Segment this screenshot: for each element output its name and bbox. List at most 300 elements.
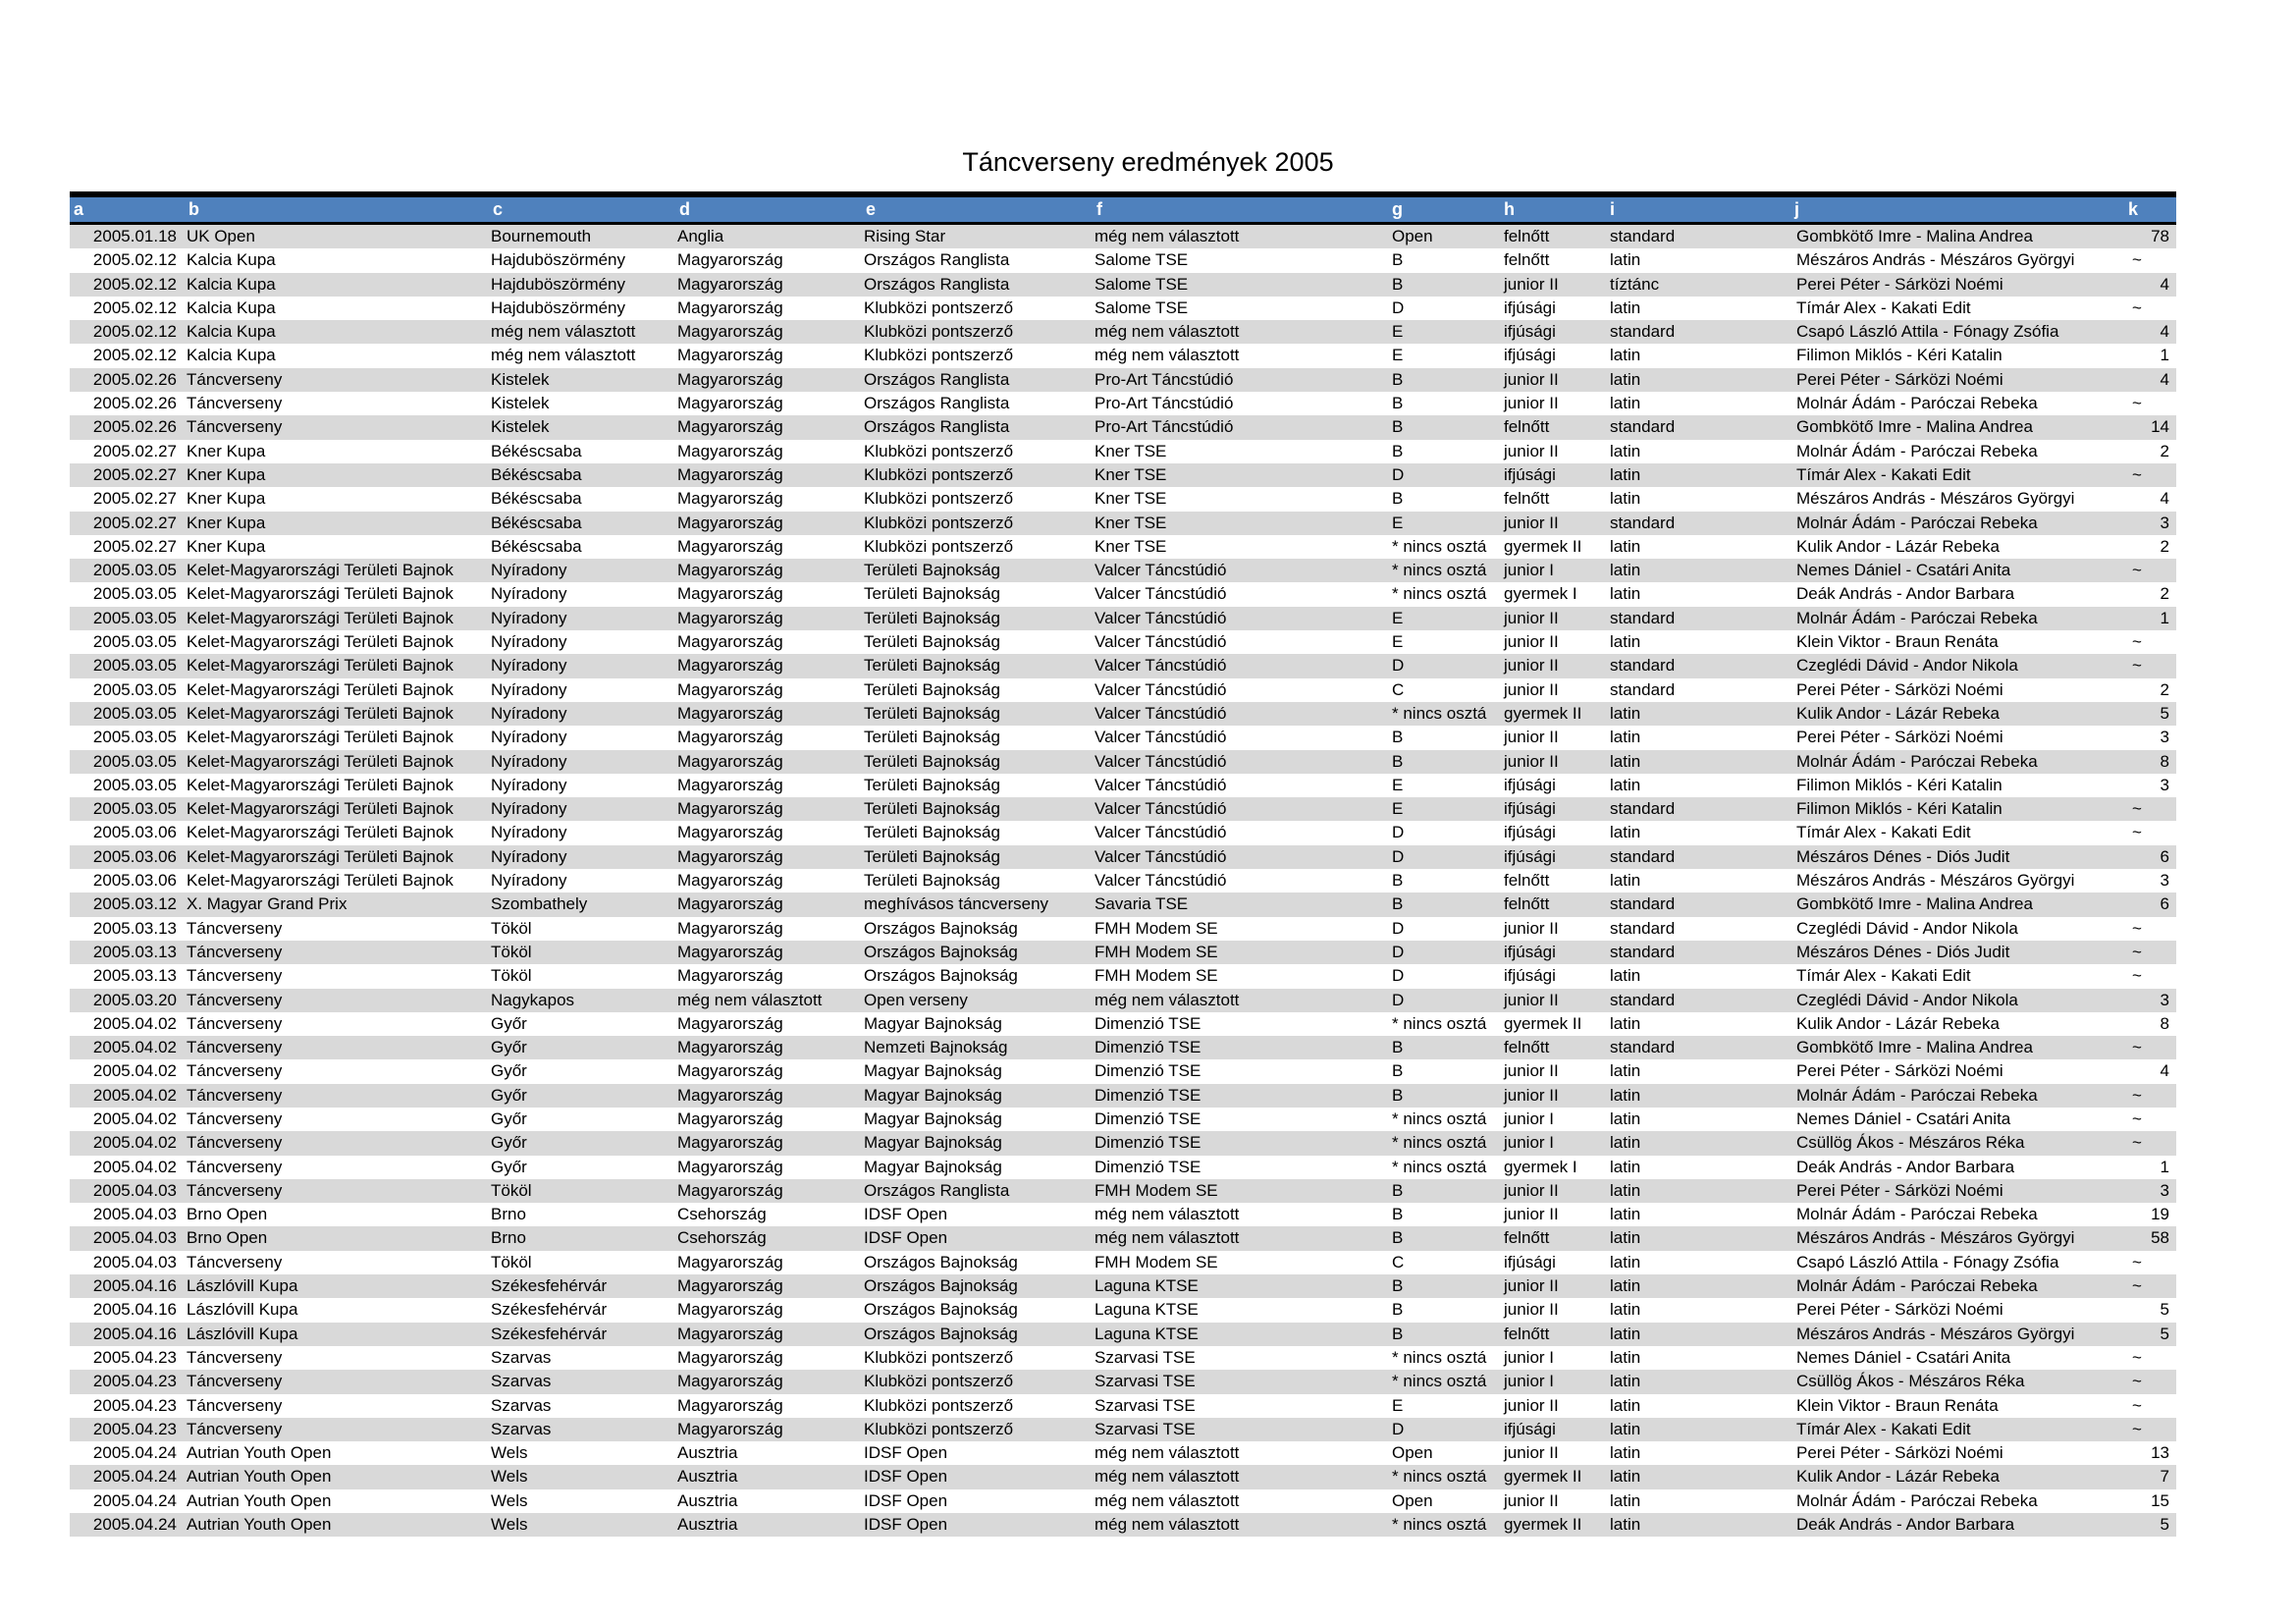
cell-country: Magyarország <box>677 1038 783 1057</box>
cell-country: Magyarország <box>677 536 783 556</box>
cell-type: Területi Bajnokság <box>864 656 1000 676</box>
cell-type: Klubközi pontszerző <box>864 489 1014 509</box>
cell-competition: Kalcia Kupa <box>187 250 276 270</box>
cell-date: 2005.03.12 <box>92 894 177 914</box>
cell-competition: Táncverseny <box>187 1133 283 1153</box>
cell-class: D <box>1392 918 1405 938</box>
cell-couple: Perei Péter - Sárközi Noémi <box>1796 728 2003 747</box>
cell-age-group: junior II <box>1504 656 1559 676</box>
cell-date: 2005.04.02 <box>92 1109 177 1128</box>
cell-city: Wels <box>491 1490 528 1510</box>
cell-club: még nem választott <box>1095 227 1240 245</box>
cell-age-group: felnőtt <box>1504 894 1550 914</box>
table-row <box>70 845 2176 869</box>
cell-result: ~ <box>2132 942 2142 961</box>
cell-type: IDSF Open <box>864 1467 948 1487</box>
cell-competition: X. Magyar Grand Prix <box>187 894 347 914</box>
cell-club: Valcer Táncstúdió <box>1095 703 1227 723</box>
cell-class: B <box>1392 1085 1404 1105</box>
cell-club: Szarvasi TSE <box>1095 1372 1196 1391</box>
cell-club: Szarvasi TSE <box>1095 1347 1196 1367</box>
cell-couple: Csapó László Attila - Fónagy Zsófia <box>1796 1252 2059 1271</box>
cell-city: Brno <box>491 1205 526 1224</box>
cell-country: Magyarország <box>677 1157 783 1176</box>
cell-style: latin <box>1610 1157 1641 1176</box>
cell-couple: Molnár Ádám - Paróczai Rebeka <box>1796 1490 2038 1510</box>
cell-date: 2005.04.02 <box>92 1013 177 1033</box>
cell-country: Magyarország <box>677 1061 783 1081</box>
column-header-c: c <box>493 199 504 219</box>
cell-date: 2005.04.03 <box>92 1252 177 1271</box>
cell-type: IDSF Open <box>864 1490 948 1510</box>
cell-age-group: junior II <box>1504 679 1559 699</box>
table-row <box>70 1059 2176 1083</box>
cell-age-group: gyermek II <box>1504 536 1582 556</box>
table-row <box>70 1418 2176 1441</box>
cell-style: latin <box>1610 298 1641 317</box>
cell-class: D <box>1392 990 1405 1009</box>
cell-club: Valcer Táncstúdió <box>1095 632 1227 652</box>
cell-class: E <box>1392 608 1404 627</box>
cell-country: Magyarország <box>677 441 783 460</box>
cell-couple: Kulik Andor - Lázár Rebeka <box>1796 703 2000 723</box>
cell-type: Országos Bajnokság <box>864 942 1018 961</box>
cell-competition: Kelet-Magyarországi Területi Bajnok <box>187 608 454 627</box>
cell-style: latin <box>1610 1372 1641 1391</box>
table-row <box>70 297 2176 320</box>
cell-class: B <box>1392 728 1404 747</box>
cell-result: ~ <box>2132 1038 2142 1057</box>
cell-country: Magyarország <box>677 632 783 652</box>
cell-competition: Kner Kupa <box>187 536 266 556</box>
cell-couple: Mészáros András - Mészáros Györgyi <box>1796 1228 2075 1248</box>
cell-style: latin <box>1610 1324 1641 1343</box>
table-row <box>70 964 2176 988</box>
cell-competition: Táncverseny <box>187 1061 283 1081</box>
cell-city: Győr <box>491 1133 527 1153</box>
cell-age-group: felnőtt <box>1504 417 1550 437</box>
cell-style: latin <box>1610 441 1641 460</box>
cell-city: Szarvas <box>491 1395 552 1415</box>
cell-class: * nincs osztá <box>1392 1109 1487 1128</box>
table-row <box>70 1251 2176 1274</box>
cell-class: E <box>1392 799 1404 819</box>
cell-couple: Nemes Dániel - Csatári Anita <box>1796 561 2011 580</box>
cell-age-group: junior II <box>1504 1180 1559 1200</box>
cell-couple: Perei Péter - Sárközi Noémi <box>1796 369 2003 389</box>
column-header-d: d <box>679 199 690 219</box>
cell-class: D <box>1392 966 1405 986</box>
cell-style: standard <box>1610 656 1676 676</box>
cell-club: Salome TSE <box>1095 274 1189 294</box>
cell-class: B <box>1392 489 1404 509</box>
cell-date: 2005.01.18 <box>92 227 177 245</box>
table-row <box>70 1131 2176 1155</box>
cell-country: Magyarország <box>677 871 783 891</box>
cell-class: B <box>1392 394 1404 413</box>
cell-club: Dimenzió TSE <box>1095 1133 1201 1153</box>
cell-country: Magyarország <box>677 250 783 270</box>
cell-age-group: felnőtt <box>1504 871 1550 891</box>
cell-type: Klubközi pontszerző <box>864 322 1014 342</box>
cell-result: ~ <box>2132 823 2142 842</box>
cell-age-group: ifjúsági <box>1504 1419 1556 1438</box>
cell-couple: Czeglédi Dávid - Andor Nikola <box>1796 656 2018 676</box>
cell-city: Kistelek <box>491 369 550 389</box>
page-title: Táncverseny eredmények 2005 <box>962 147 1334 177</box>
cell-country: Magyarország <box>677 679 783 699</box>
cell-couple: Perei Péter - Sárközi Noémi <box>1796 1180 2003 1200</box>
cell-class: * nincs osztá <box>1392 1347 1487 1367</box>
cell-couple: Perei Péter - Sárközi Noémi <box>1796 1061 2003 1081</box>
cell-class: B <box>1392 441 1404 460</box>
cell-type: Rising Star <box>864 227 946 245</box>
cell-club: Kner TSE <box>1095 536 1167 556</box>
cell-class: B <box>1392 274 1404 294</box>
cell-style: latin <box>1610 871 1641 891</box>
cell-couple: Mészáros András - Mészáros Györgyi <box>1796 871 2075 891</box>
cell-couple: Mészáros András - Mészáros Györgyi <box>1796 1324 2075 1343</box>
cell-class: E <box>1392 346 1404 365</box>
cell-style: standard <box>1610 679 1676 699</box>
cell-competition: Brno Open <box>187 1205 268 1224</box>
cell-type: Országos Ranglista <box>864 274 1010 294</box>
cell-club: Kner TSE <box>1095 489 1167 509</box>
cell-country: Magyarország <box>677 1372 783 1391</box>
cell-country: Magyarország <box>677 1133 783 1153</box>
cell-country: Magyarország <box>677 1252 783 1271</box>
cell-style: latin <box>1610 1228 1641 1248</box>
cell-result: 4 <box>2160 322 2169 342</box>
cell-style: standard <box>1610 608 1676 627</box>
cell-type: Területi Bajnokság <box>864 608 1000 627</box>
cell-result: ~ <box>2132 1276 2142 1296</box>
table-body <box>70 225 2176 1537</box>
cell-club: Valcer Táncstúdió <box>1095 846 1227 866</box>
cell-country: Magyarország <box>677 775 783 794</box>
table-row <box>70 1298 2176 1322</box>
cell-couple: Filimon Miklós - Kéri Katalin <box>1796 775 2002 794</box>
cell-date: 2005.03.05 <box>92 799 177 819</box>
cell-result: ~ <box>2132 1085 2142 1105</box>
cell-style: standard <box>1610 942 1676 961</box>
cell-city: Szarvas <box>491 1419 552 1438</box>
cell-country: Magyarország <box>677 656 783 676</box>
cell-style: standard <box>1610 322 1676 342</box>
column-header-b: b <box>188 199 199 219</box>
table-row <box>70 463 2176 487</box>
cell-style: standard <box>1610 227 1676 245</box>
cell-competition: Kalcia Kupa <box>187 298 276 317</box>
cell-age-group: ifjúsági <box>1504 298 1556 317</box>
cell-result: 15 <box>2151 1490 2169 1510</box>
cell-couple: Perei Péter - Sárközi Noémi <box>1796 1300 2003 1320</box>
cell-date: 2005.03.05 <box>92 728 177 747</box>
table-row <box>70 869 2176 893</box>
cell-competition: Táncverseny <box>187 417 283 437</box>
cell-class: D <box>1392 942 1405 961</box>
table-row <box>70 1203 2176 1226</box>
table-row <box>70 821 2176 844</box>
cell-date: 2005.03.05 <box>92 632 177 652</box>
cell-type: Open verseny <box>864 990 968 1009</box>
cell-class: Open <box>1392 227 1433 245</box>
cell-club: Valcer Táncstúdió <box>1095 584 1227 604</box>
cell-result: 8 <box>2160 1013 2169 1033</box>
cell-competition: Kner Kupa <box>187 489 266 509</box>
cell-age-group: junior II <box>1504 608 1559 627</box>
cell-club: Szarvasi TSE <box>1095 1395 1196 1415</box>
cell-city: Győr <box>491 1061 527 1081</box>
cell-date: 2005.02.12 <box>92 298 177 317</box>
cell-club: Laguna KTSE <box>1095 1276 1199 1296</box>
cell-couple: Molnár Ádám - Paróczai Rebeka <box>1796 513 2038 532</box>
cell-city: még nem választott <box>491 346 636 365</box>
cell-country: Magyarország <box>677 584 783 604</box>
cell-couple: Nemes Dániel - Csatári Anita <box>1796 1347 2011 1367</box>
cell-style: standard <box>1610 894 1676 914</box>
cell-competition: Táncverseny <box>187 1372 283 1391</box>
cell-age-group: ifjúsági <box>1504 799 1556 819</box>
cell-competition: Kelet-Magyarországi Területi Bajnok <box>187 799 454 819</box>
cell-competition: Kelet-Magyarországi Területi Bajnok <box>187 703 454 723</box>
cell-date: 2005.04.02 <box>92 1133 177 1153</box>
cell-date: 2005.04.23 <box>92 1419 177 1438</box>
cell-country: Ausztria <box>677 1467 738 1487</box>
cell-club: Kner TSE <box>1095 513 1167 532</box>
cell-city: Wels <box>491 1467 528 1487</box>
cell-country: Magyarország <box>677 513 783 532</box>
cell-type: Klubközi pontszerző <box>864 1419 1014 1438</box>
table-row <box>70 368 2176 392</box>
cell-result: ~ <box>2132 1372 2142 1391</box>
cell-city: Tököl <box>491 1180 532 1200</box>
cell-date: 2005.03.06 <box>92 871 177 891</box>
cell-type: IDSF Open <box>864 1515 948 1535</box>
cell-club: Valcer Táncstúdió <box>1095 608 1227 627</box>
cell-type: Területi Bajnokság <box>864 679 1000 699</box>
cell-date: 2005.04.02 <box>92 1157 177 1176</box>
cell-style: standard <box>1610 918 1676 938</box>
cell-date: 2005.04.23 <box>92 1372 177 1391</box>
cell-style: latin <box>1610 489 1641 509</box>
cell-date: 2005.03.06 <box>92 823 177 842</box>
cell-city: Nyíradony <box>491 871 567 891</box>
cell-couple: Csapó László Attila - Fónagy Zsófia <box>1796 322 2059 342</box>
table-row <box>70 1323 2176 1346</box>
cell-competition: Kner Kupa <box>187 513 266 532</box>
cell-result: 78 <box>2151 227 2169 245</box>
cell-couple: Mészáros András - Mészáros Györgyi <box>1796 489 2075 509</box>
cell-country: Magyarország <box>677 1109 783 1128</box>
cell-type: Klubközi pontszerző <box>864 1372 1014 1391</box>
cell-club: még nem választott <box>1095 1228 1240 1248</box>
cell-city: Nyíradony <box>491 608 567 627</box>
cell-competition: Kelet-Magyarországi Területi Bajnok <box>187 823 454 842</box>
cell-couple: Tímár Alex - Kakati Edit <box>1796 823 1971 842</box>
table-row <box>70 1441 2176 1465</box>
table-row <box>70 702 2176 726</box>
cell-age-group: felnőtt <box>1504 1228 1550 1248</box>
cell-date: 2005.03.05 <box>92 703 177 723</box>
cell-country: Magyarország <box>677 1347 783 1367</box>
cell-city: Wels <box>491 1443 528 1463</box>
cell-couple: Klein Viktor - Braun Renáta <box>1796 1395 1999 1415</box>
cell-couple: Kulik Andor - Lázár Rebeka <box>1796 1013 2000 1033</box>
cell-date: 2005.02.27 <box>92 489 177 509</box>
cell-city: Hajduböszörmény <box>491 250 626 270</box>
cell-city: Nyíradony <box>491 728 567 747</box>
cell-age-group: junior II <box>1504 1205 1559 1224</box>
cell-age-group: gyermek II <box>1504 703 1582 723</box>
cell-type: Országos Bajnokság <box>864 1300 1018 1320</box>
cell-age-group: gyermek I <box>1504 1157 1577 1176</box>
cell-competition: Táncverseny <box>187 1157 283 1176</box>
cell-class: E <box>1392 775 1404 794</box>
cell-age-group: junior II <box>1504 728 1559 747</box>
table-row <box>70 1465 2176 1488</box>
cell-result: ~ <box>2132 394 2142 413</box>
cell-couple: Perei Péter - Sárközi Noémi <box>1796 274 2003 294</box>
cell-age-group: felnőtt <box>1504 1038 1550 1057</box>
cell-result: 3 <box>2160 871 2169 891</box>
cell-city: Nyíradony <box>491 799 567 819</box>
cell-competition: Autrian Youth Open <box>187 1467 332 1487</box>
cell-country: Magyarország <box>677 728 783 747</box>
table-row <box>70 1274 2176 1298</box>
column-header-row <box>70 197 2176 225</box>
cell-style: latin <box>1610 728 1641 747</box>
cell-city: Győr <box>491 1109 527 1128</box>
cell-club: Dimenzió TSE <box>1095 1085 1201 1105</box>
cell-style: latin <box>1610 632 1641 652</box>
cell-result: ~ <box>2132 1252 2142 1271</box>
cell-date: 2005.03.05 <box>92 584 177 604</box>
cell-country: Magyarország <box>677 1013 783 1033</box>
cell-type: Magyar Bajnokság <box>864 1085 1002 1105</box>
cell-style: latin <box>1610 703 1641 723</box>
cell-result: 2 <box>2160 536 2169 556</box>
cell-club: Dimenzió TSE <box>1095 1061 1201 1081</box>
cell-style: standard <box>1610 417 1676 437</box>
cell-class: * nincs osztá <box>1392 561 1487 580</box>
cell-competition: Kelet-Magyarországi Területi Bajnok <box>187 561 454 580</box>
cell-couple: Gombkötő Imre - Malina Andrea <box>1796 227 2033 245</box>
cell-club: Valcer Táncstúdió <box>1095 775 1227 794</box>
cell-date: 2005.02.26 <box>92 417 177 437</box>
cell-city: Nyíradony <box>491 846 567 866</box>
cell-date: 2005.02.12 <box>92 250 177 270</box>
cell-class: D <box>1392 464 1405 484</box>
cell-style: latin <box>1610 1133 1641 1153</box>
table-row <box>70 1226 2176 1250</box>
cell-style: latin <box>1610 1395 1641 1415</box>
table-row <box>70 726 2176 749</box>
cell-competition: Táncverseny <box>187 1347 283 1367</box>
cell-city: Brno <box>491 1228 526 1248</box>
cell-result: ~ <box>2132 966 2142 986</box>
cell-date: 2005.03.20 <box>92 990 177 1009</box>
column-header-g: g <box>1392 199 1403 219</box>
cell-competition: Kelet-Magyarországi Területi Bajnok <box>187 871 454 891</box>
cell-style: latin <box>1610 464 1641 484</box>
cell-club: még nem választott <box>1095 322 1240 342</box>
cell-class: B <box>1392 1300 1404 1320</box>
cell-age-group: junior I <box>1504 1372 1555 1391</box>
cell-type: Magyar Bajnokság <box>864 1061 1002 1081</box>
table-row <box>70 917 2176 941</box>
cell-style: latin <box>1610 561 1641 580</box>
cell-city: Békéscsaba <box>491 513 582 532</box>
cell-country: Magyarország <box>677 608 783 627</box>
cell-age-group: junior II <box>1504 394 1559 413</box>
cell-type: Területi Bajnokság <box>864 584 1000 604</box>
cell-type: Magyar Bajnokság <box>864 1133 1002 1153</box>
cell-city: Nyíradony <box>491 561 567 580</box>
cell-result: ~ <box>2132 561 2142 580</box>
cell-competition: Kelet-Magyarországi Területi Bajnok <box>187 584 454 604</box>
cell-couple: Filimon Miklós - Kéri Katalin <box>1796 799 2002 819</box>
cell-club: FMH Modem SE <box>1095 942 1218 961</box>
cell-type: Klubközi pontszerző <box>864 1395 1014 1415</box>
cell-competition: Kner Kupa <box>187 464 266 484</box>
cell-country: Magyarország <box>677 1085 783 1105</box>
cell-city: Békéscsaba <box>491 536 582 556</box>
cell-type: Területi Bajnokság <box>864 823 1000 842</box>
cell-competition: Kelet-Magyarországi Területi Bajnok <box>187 846 454 866</box>
cell-style: latin <box>1610 394 1641 413</box>
cell-result: 58 <box>2151 1228 2169 1248</box>
cell-country: Anglia <box>677 227 724 245</box>
cell-class: D <box>1392 846 1405 866</box>
cell-class: Open <box>1392 1443 1433 1463</box>
cell-country: Magyarország <box>677 561 783 580</box>
cell-city: Wels <box>491 1515 528 1535</box>
cell-result: 3 <box>2160 513 2169 532</box>
cell-couple: Molnár Ádám - Paróczai Rebeka <box>1796 1276 2038 1296</box>
cell-result: 8 <box>2160 751 2169 771</box>
cell-city: Bournemouth <box>491 227 592 245</box>
cell-date: 2005.03.13 <box>92 918 177 938</box>
cell-result: 2 <box>2160 441 2169 460</box>
cell-competition: Kelet-Magyarországi Területi Bajnok <box>187 728 454 747</box>
cell-date: 2005.04.03 <box>92 1205 177 1224</box>
cell-couple: Kulik Andor - Lázár Rebeka <box>1796 536 2000 556</box>
cell-country: Ausztria <box>677 1443 738 1463</box>
table-row <box>70 1012 2176 1036</box>
cell-country: Magyarország <box>677 751 783 771</box>
cell-city: Nyíradony <box>491 823 567 842</box>
cell-couple: Gombkötő Imre - Malina Andrea <box>1796 417 2033 437</box>
cell-competition: Táncverseny <box>187 1419 283 1438</box>
table-row <box>70 559 2176 582</box>
cell-country: Magyarország <box>677 417 783 437</box>
table-row <box>70 1084 2176 1108</box>
cell-age-group: ifjúsági <box>1504 942 1556 961</box>
cell-couple: Tímár Alex - Kakati Edit <box>1796 966 1971 986</box>
cell-club: Kner TSE <box>1095 464 1167 484</box>
cell-style: latin <box>1610 1205 1641 1224</box>
cell-date: 2005.04.24 <box>92 1443 177 1463</box>
cell-date: 2005.02.12 <box>92 346 177 365</box>
cell-type: Klubközi pontszerző <box>864 298 1014 317</box>
cell-city: Békéscsaba <box>491 489 582 509</box>
cell-type: Területi Bajnokság <box>864 751 1000 771</box>
cell-date: 2005.04.24 <box>92 1490 177 1510</box>
cell-couple: Molnár Ádám - Paróczai Rebeka <box>1796 1085 2038 1105</box>
cell-age-group: ifjúsági <box>1504 823 1556 842</box>
cell-city: Hajduböszörmény <box>491 274 626 294</box>
